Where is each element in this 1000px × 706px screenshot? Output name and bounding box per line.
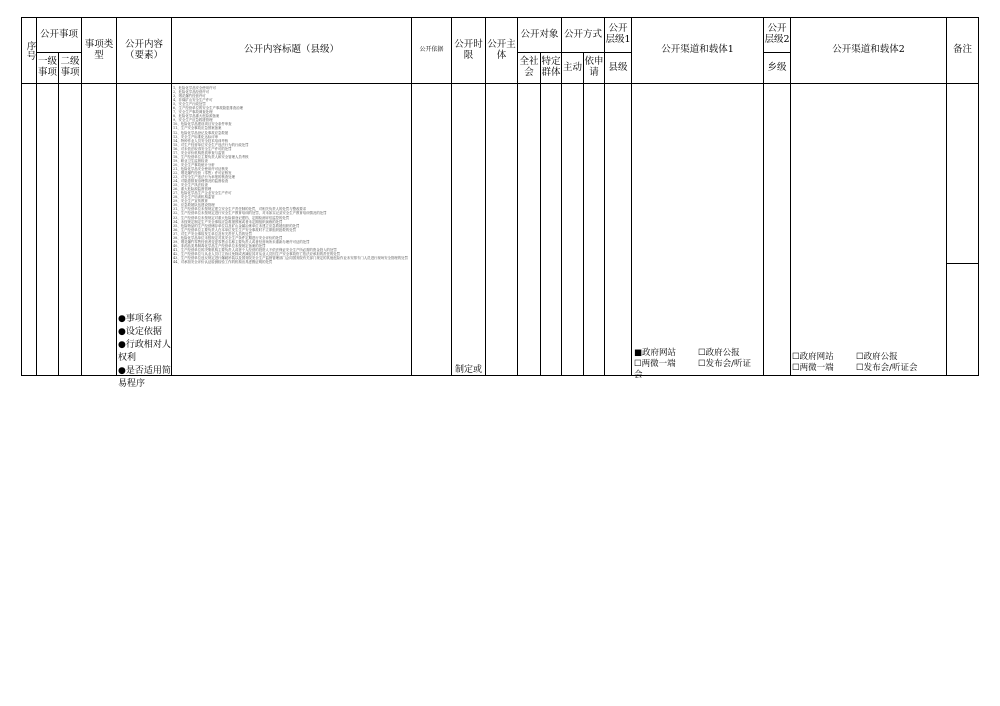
header-target-society: 全社会 (519, 56, 539, 78)
header-method: 公开方式 (563, 28, 602, 40)
title-line: 33、生产经营单位未按规定对重大危险源登记建档、定期检测评估监控的处罚 (173, 215, 290, 220)
header-basis: 公开依据 (419, 46, 444, 54)
title-line: 8、危险化学品重大危险源备案 (173, 114, 220, 119)
title-line: 39、烟花爆竹零售经营者变更零售点名称主要负责人或者经营场所未重新办理许可证的处罚 (173, 239, 310, 244)
channel1-press-hearing[interactable]: ☐发布会/听证 (698, 359, 751, 369)
title-line: 28、安全生产培训机构监管 (173, 195, 215, 200)
title-line: 24、对隐患排查治理情况的监督检查 (173, 179, 229, 184)
title-line: 25、安全生产执法检查 (173, 183, 208, 188)
content-elements (118, 313, 171, 389)
header-remark: 备注 (952, 44, 972, 56)
title-line: 37、对生产安全事故发生单位及有关责任人员的处罚 (173, 231, 252, 236)
header-public-matter: 公开事项 (39, 28, 78, 40)
channel1-gov-website[interactable]: ■政府网站 (634, 348, 677, 358)
title-list (173, 86, 410, 374)
title-line: 13、安全生产标准化达标评审 (173, 134, 219, 139)
title-line: 34、未按规定制定生产安全事故应急救援预案或者未定期组织演练的处罚 (173, 219, 283, 224)
title-line: 15、对生产经营单位安全生产违法行为的行政处罚 (173, 142, 249, 147)
title-line: 11、生产安全事故应急预案备案 (173, 126, 222, 131)
header-method-active: 主动 (562, 61, 582, 73)
title-line: 2、危险化学品经营许可 (173, 90, 210, 95)
header-tier2-value: 乡级 (767, 61, 787, 73)
title-line: 17、安全评价机构资质审查与监管 (173, 150, 225, 155)
title-line: 40、非药品类易制毒化学品生产经营单位未按规定备案的处罚 (173, 243, 266, 248)
header-channel2: 公开渠道和载体2 (832, 44, 905, 56)
header-method-apply: 依申请 (584, 56, 604, 78)
content-element-name: ●事项名称 (118, 314, 162, 324)
header-channel1: 公开渠道和载体1 (661, 44, 734, 56)
title-line: 6、生产经营单位的安全生产事故隐患排查治理 (173, 106, 243, 111)
header-subject: 公开主体 (487, 38, 516, 61)
title-line: 42、生产经营单位与从业人员订立协议免除或者减轻其对从业人员因生产安全事故伤亡依法应承担的责任的处罚 (173, 251, 341, 256)
content-element-rights: ●行政相对人权利 (118, 340, 171, 363)
header-target: 公开对象 (520, 28, 559, 40)
title-line: 44、对承担安全评价认证检测检验工作的机构出具虚假证明的处罚 (173, 260, 273, 265)
header-tier1-value: 县级 (608, 61, 628, 73)
header-level2: 二级事项 (60, 56, 80, 78)
title-line: 9、安全生产应急救援管理 (173, 118, 213, 123)
channel2-gov-gazette[interactable]: ☐政府公报 (856, 352, 898, 362)
header-seq: 序号 (24, 41, 36, 60)
header-level1: 一级事项 (37, 56, 57, 78)
title-line: 20、安全生产事故统计分析 (173, 162, 215, 167)
header-matter-type: 事项类型 (84, 38, 114, 61)
title-line: 36、生产经营单位主要负责人在本单位发生生产安全事故时不立即组织抢救的处罚 (173, 227, 296, 232)
title-line: 32、生产经营单位未按规定进行安全生产教育培训的处罚，对未如实记录安全生产教育培训情况的处罚 (173, 211, 327, 216)
header-title: 公开内容标题（县级） (243, 44, 339, 56)
title-line: 12、危险化学品登记及事故应急救援 (173, 130, 229, 135)
title-line: 14、特种作业人员安全技术培训考核 (173, 138, 229, 143)
title-line: 19、职业卫生监督检查 (173, 158, 208, 163)
title-line: 43、生产经营单位违反规定进行爆破吊装以及国务院安全生产监督管理部门会同国务院有关部门规定的其他危险作业未安排专门人员进行现场安全管理的处罚 (173, 255, 408, 260)
title-line: 10、危险化学品建设项目安全条件审查 (173, 122, 232, 127)
title-line: 27、危险化学品生产企业安全生产许可 (173, 191, 232, 196)
header-tier2: 公开层级2 (764, 23, 790, 45)
channel2-gov-website[interactable]: ☐政府网站 (792, 352, 834, 362)
title-line: 22、烟花爆竹经营（零售）许可证核发 (173, 170, 232, 175)
channel1-press-hearing-cont: 会 (634, 370, 643, 380)
time-limit-value: 制定或 (455, 365, 483, 375)
title-line: 29、安全生产宣传教育 (173, 199, 208, 204)
title-line: 38、危险化学品单位未按规定对其安全生产条件定期进行安全评价的处罚 (173, 235, 283, 240)
channel2-options (792, 352, 945, 376)
content-element-basis: ●设定依据 (118, 327, 162, 337)
title-line: 5、安全生产行政处罚 (173, 102, 206, 107)
title-line: 31、生产经营单位未按规定建立安全生产责任制的处罚，对相关负责人的处罚与整改要求 (173, 207, 307, 212)
title-line: 1、危险化学品安全使用许可 (173, 86, 216, 90)
title-line: 18、生产经营单位主要负责人和安全管理人员考核 (173, 154, 249, 159)
header-tier1: 公开层级1 (605, 23, 631, 45)
header-time-limit: 公开时限 (454, 38, 483, 61)
channel2-wechat-weibo-app[interactable]: ☐两微一端 (792, 363, 834, 373)
title-line: 21、危险化学品安全使用许可证核发 (173, 166, 229, 171)
channel1-options (634, 348, 762, 380)
channel2-press-hearing[interactable]: ☐发布会/听证会 (856, 363, 918, 373)
title-line: 26、重大危险源监督管理 (173, 187, 212, 192)
title-line: 30、应急救援队伍建设管理 (173, 203, 215, 208)
title-line: 3、烟花爆竹经营许可 (173, 94, 206, 99)
title-line: 7、安全生产事故调查处理 (173, 110, 213, 115)
title-line: 23、对安全生产违法行为举报的核查处理 (173, 175, 235, 180)
title-line: 41、生产经营单位的决策机构主要负责人或者个人经营的投资人不依法保证安全生产所必需的资金投入的处罚 (173, 247, 337, 252)
title-line: 35、危险物品的生产经营储存单位以及矿山金属冶炼单位未建立应急救援组织的处罚 (173, 223, 300, 228)
content-element-simple-procedure: ●是否适用简易程序 (118, 366, 171, 389)
header-content: 公开内容（要素） (124, 38, 163, 61)
header-target-specific: 特定群体 (541, 56, 561, 78)
title-line: 16、对未依法取得安全生产许可的处罚 (173, 146, 232, 151)
channel1-wechat-weibo-app[interactable]: ☐两微一端 (634, 359, 676, 369)
channel1-gov-gazette[interactable]: ☐政府公报 (698, 348, 740, 358)
title-line: 4、非煤矿山安全生产许可 (173, 98, 213, 103)
